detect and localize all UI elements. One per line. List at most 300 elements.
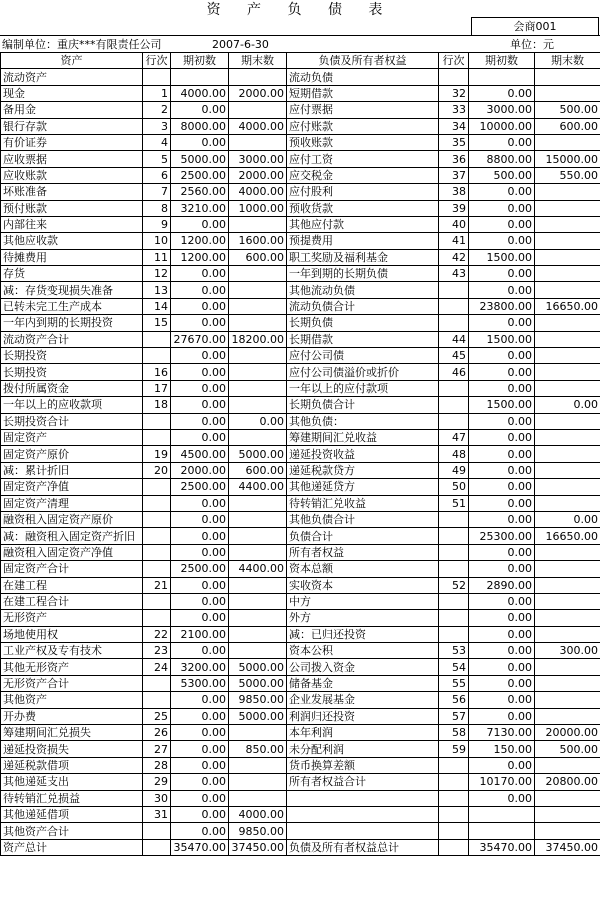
liability-line: 51: [439, 495, 469, 511]
liability-begin: 0.00: [469, 364, 535, 380]
asset-begin: 0.00: [171, 511, 229, 527]
asset-end: [229, 69, 287, 85]
asset-end: 2000.00: [229, 167, 287, 183]
asset-end: [229, 216, 287, 232]
asset-end: 3000.00: [229, 151, 287, 167]
balance-sheet-table: [0, 52, 600, 856]
col-begin2: 期初数: [469, 53, 535, 69]
asset-label: 长期投资合计: [1, 413, 143, 429]
liability-label: 一年到期的长期负债: [287, 266, 439, 282]
liability-begin: 0.00: [469, 692, 535, 708]
asset-begin: 2000.00: [171, 462, 229, 478]
liability-end: 500.00: [535, 741, 600, 757]
liability-label: 职工奖励及福利基金: [287, 249, 439, 265]
asset-end: [229, 774, 287, 790]
asset-begin: 1200.00: [171, 249, 229, 265]
asset-begin: 0.00: [171, 413, 229, 429]
table-row: [1, 741, 600, 757]
liability-line: 41: [439, 233, 469, 249]
liability-line: [439, 561, 469, 577]
table-row: [1, 429, 600, 445]
asset-end: [229, 282, 287, 298]
liability-line: 56: [439, 692, 469, 708]
liability-begin: 0.00: [469, 200, 535, 216]
asset-label: 固定资产净值: [1, 479, 143, 495]
col-asset: 资产: [1, 53, 143, 69]
asset-end: 5000.00: [229, 708, 287, 724]
liability-end: [535, 544, 600, 560]
liability-label: 预提费用: [287, 233, 439, 249]
asset-end: 4400.00: [229, 561, 287, 577]
asset-begin: 0.00: [171, 708, 229, 724]
liability-line: 59: [439, 741, 469, 757]
asset-begin: 0.00: [171, 397, 229, 413]
table-row: [1, 282, 600, 298]
liability-begin: 0.00: [469, 446, 535, 462]
liability-begin: 2890.00: [469, 577, 535, 593]
asset-end: [229, 790, 287, 806]
liability-begin: 0.00: [469, 282, 535, 298]
liability-label: 其他负债合计: [287, 511, 439, 527]
liability-line: 40: [439, 216, 469, 232]
table-row: [1, 266, 600, 282]
liability-line: 49: [439, 462, 469, 478]
asset-label: 拨付所属资金: [1, 380, 143, 396]
liability-end: [535, 134, 600, 150]
table-row: [1, 69, 600, 85]
asset-end: [229, 626, 287, 642]
asset-line: [143, 413, 171, 429]
liability-begin: 0.00: [469, 626, 535, 642]
table-row: [1, 544, 600, 560]
asset-line: 9: [143, 216, 171, 232]
asset-end: 5000.00: [229, 659, 287, 675]
table-row: [1, 610, 600, 626]
table-row: [1, 184, 600, 200]
liability-line: 45: [439, 348, 469, 364]
asset-begin: 0.00: [171, 348, 229, 364]
table-row: [1, 528, 600, 544]
liability-begin: 0.00: [469, 233, 535, 249]
liability-line: 53: [439, 643, 469, 659]
liability-line: [439, 282, 469, 298]
asset-label: 开办费: [1, 708, 143, 724]
liability-label: 外方: [287, 610, 439, 626]
asset-label: 其他递延支出: [1, 774, 143, 790]
asset-end: [229, 544, 287, 560]
asset-end: 1600.00: [229, 233, 287, 249]
asset-line: 3: [143, 118, 171, 134]
asset-line: 1: [143, 85, 171, 101]
liability-begin: 500.00: [469, 167, 535, 183]
asset-label: 场地使用权: [1, 626, 143, 642]
asset-label: 存货: [1, 266, 143, 282]
table-row: [1, 85, 600, 101]
asset-line: [143, 331, 171, 347]
liability-end: 16650.00: [535, 528, 600, 544]
liability-line: 33: [439, 102, 469, 118]
liability-end: [535, 233, 600, 249]
asset-end: [229, 134, 287, 150]
liability-end: 550.00: [535, 167, 600, 183]
liability-label: 其他递延贷方: [287, 479, 439, 495]
liability-label: 实收资本: [287, 577, 439, 593]
liability-label: 筹建期间汇兑收益: [287, 429, 439, 445]
asset-end: [229, 315, 287, 331]
table-row: [1, 380, 600, 396]
liability-line: 58: [439, 725, 469, 741]
liability-end: [535, 446, 600, 462]
table-row: [1, 643, 600, 659]
table-row: [1, 774, 600, 790]
table-header-row: [1, 53, 600, 69]
asset-label: 其他资产: [1, 692, 143, 708]
asset-end: [229, 429, 287, 445]
asset-begin: 4500.00: [171, 446, 229, 462]
liability-begin: 0.00: [469, 134, 535, 150]
asset-end: [229, 364, 287, 380]
asset-begin: 3200.00: [171, 659, 229, 675]
asset-begin: 0.00: [171, 610, 229, 626]
liability-begin: 0.00: [469, 659, 535, 675]
liability-line: 55: [439, 675, 469, 691]
table-row: [1, 757, 600, 773]
asset-begin: 0.00: [171, 757, 229, 773]
asset-label: 减：累计折旧: [1, 462, 143, 478]
asset-line: [143, 511, 171, 527]
asset-end: [229, 397, 287, 413]
table-row: [1, 134, 600, 150]
liability-end: [535, 85, 600, 101]
table-row: [1, 315, 600, 331]
table-row: [1, 577, 600, 593]
asset-end: [229, 380, 287, 396]
asset-label: 一年内到期的长期投资: [1, 315, 143, 331]
liability-begin: 0.00: [469, 348, 535, 364]
liability-begin: 23800.00: [469, 298, 535, 314]
asset-end: 5000.00: [229, 446, 287, 462]
asset-label: 固定资产清理: [1, 495, 143, 511]
asset-label: 流动资产合计: [1, 331, 143, 347]
liability-end: [535, 331, 600, 347]
asset-line: 11: [143, 249, 171, 265]
asset-begin: 0.00: [171, 380, 229, 396]
asset-line: 23: [143, 643, 171, 659]
asset-end: 600.00: [229, 462, 287, 478]
liability-label: [287, 806, 439, 822]
liability-end: [535, 429, 600, 445]
liability-begin: 0.00: [469, 757, 535, 773]
asset-end: 2000.00: [229, 85, 287, 101]
liability-end: [535, 659, 600, 675]
liability-label: 其他流动负债: [287, 282, 439, 298]
col-begin: 期初数: [171, 53, 229, 69]
liability-begin: 1500.00: [469, 397, 535, 413]
liability-end: [535, 675, 600, 691]
liability-label: 资本总额: [287, 561, 439, 577]
liability-label: 货币换算差额: [287, 757, 439, 773]
liability-line: [439, 626, 469, 642]
asset-label: 无形资产合计: [1, 675, 143, 691]
liability-line: [439, 790, 469, 806]
asset-end: [229, 528, 287, 544]
liability-begin: [469, 806, 535, 822]
asset-line: [143, 610, 171, 626]
asset-label: 长期投资: [1, 364, 143, 380]
asset-end: 4000.00: [229, 806, 287, 822]
liability-end: [535, 593, 600, 609]
liability-label: 长期负债: [287, 315, 439, 331]
liability-end: 500.00: [535, 102, 600, 118]
asset-label: 待摊费用: [1, 249, 143, 265]
asset-line: [143, 528, 171, 544]
liability-begin: 35470.00: [469, 839, 535, 855]
asset-begin: 0.00: [171, 315, 229, 331]
liability-label: 短期借款: [287, 85, 439, 101]
asset-line: 10: [143, 233, 171, 249]
asset-line: 22: [143, 626, 171, 642]
liability-label: 储备基金: [287, 675, 439, 691]
asset-line: [143, 839, 171, 855]
asset-line: 28: [143, 757, 171, 773]
liability-label: 利润归还投资: [287, 708, 439, 724]
asset-label: 长期投资: [1, 348, 143, 364]
asset-label: 固定资产原价: [1, 446, 143, 462]
asset-begin: 5000.00: [171, 151, 229, 167]
liability-end: [535, 69, 600, 85]
asset-label: 在建工程: [1, 577, 143, 593]
liability-begin: 0.00: [469, 643, 535, 659]
liability-line: 44: [439, 331, 469, 347]
asset-begin: 0.00: [171, 774, 229, 790]
liability-end: [535, 577, 600, 593]
asset-begin: 5300.00: [171, 675, 229, 691]
asset-label: 其他递延借项: [1, 806, 143, 822]
liability-line: [439, 69, 469, 85]
liability-end: 0.00: [535, 397, 600, 413]
liability-line: 47: [439, 429, 469, 445]
liability-begin: 7130.00: [469, 725, 535, 741]
liability-label: 待转销汇兑收益: [287, 495, 439, 511]
asset-begin: 27670.00: [171, 331, 229, 347]
liability-end: [535, 561, 600, 577]
table-row: [1, 167, 600, 183]
asset-line: 30: [143, 790, 171, 806]
liability-end: [535, 216, 600, 232]
asset-begin: 0.00: [171, 364, 229, 380]
liability-line: [439, 511, 469, 527]
liability-end: 20800.00: [535, 774, 600, 790]
liability-end: [535, 315, 600, 331]
asset-begin: 0.00: [171, 216, 229, 232]
liability-begin: 0.00: [469, 790, 535, 806]
asset-line: [143, 593, 171, 609]
table-row: [1, 790, 600, 806]
liability-begin: 8800.00: [469, 151, 535, 167]
liability-label: 应交税金: [287, 167, 439, 183]
liability-line: 46: [439, 364, 469, 380]
asset-label: 应收票据: [1, 151, 143, 167]
liability-line: 34: [439, 118, 469, 134]
asset-line: 21: [143, 577, 171, 593]
asset-begin: 0.00: [171, 593, 229, 609]
asset-line: 8: [143, 200, 171, 216]
liability-begin: 0.00: [469, 561, 535, 577]
asset-begin: 0.00: [171, 282, 229, 298]
asset-label: 固定资产: [1, 429, 143, 445]
liability-label: 一年以上的应付款项: [287, 380, 439, 396]
form-code: 会商001: [471, 17, 599, 35]
asset-begin: 2500.00: [171, 561, 229, 577]
asset-begin: 0.00: [171, 495, 229, 511]
asset-begin: 0.00: [171, 643, 229, 659]
asset-end: 9850.00: [229, 823, 287, 839]
table-row: [1, 249, 600, 265]
asset-end: 600.00: [229, 249, 287, 265]
liability-begin: 0.00: [469, 85, 535, 101]
liability-label: [287, 790, 439, 806]
liability-begin: 0.00: [469, 511, 535, 527]
asset-line: [143, 348, 171, 364]
liability-label: 应付工资: [287, 151, 439, 167]
liability-label: 应付股利: [287, 184, 439, 200]
asset-label: 银行存款: [1, 118, 143, 134]
liability-end: [535, 495, 600, 511]
liability-end: [535, 249, 600, 265]
asset-line: 31: [143, 806, 171, 822]
asset-begin: 1200.00: [171, 233, 229, 249]
liability-end: [535, 823, 600, 839]
liability-line: 37: [439, 167, 469, 183]
col-end: 期末数: [229, 53, 287, 69]
asset-line: 17: [143, 380, 171, 396]
asset-line: 16: [143, 364, 171, 380]
liability-end: 20000.00: [535, 725, 600, 741]
asset-line: 29: [143, 774, 171, 790]
asset-label: 递延投资损失: [1, 741, 143, 757]
liability-end: 300.00: [535, 643, 600, 659]
liability-end: [535, 692, 600, 708]
liability-end: [535, 282, 600, 298]
liability-line: 54: [439, 659, 469, 675]
table-row: [1, 216, 600, 232]
asset-end: 5000.00: [229, 675, 287, 691]
table-row: [1, 233, 600, 249]
asset-end: [229, 610, 287, 626]
report-date: 2007-6-30: [212, 38, 269, 51]
asset-end: [229, 643, 287, 659]
liability-line: 48: [439, 446, 469, 462]
liability-line: [439, 315, 469, 331]
liability-label: 负债及所有者权益总计: [287, 839, 439, 855]
liability-begin: 25300.00: [469, 528, 535, 544]
asset-begin: 0.00: [171, 790, 229, 806]
table-row: [1, 348, 600, 364]
table-row: [1, 151, 600, 167]
liability-line: [439, 839, 469, 855]
asset-begin: 2100.00: [171, 626, 229, 642]
liability-line: 32: [439, 85, 469, 101]
table-row: [1, 806, 600, 822]
asset-label: 内部往来: [1, 216, 143, 232]
table-row: [1, 495, 600, 511]
asset-label: 坏账准备: [1, 184, 143, 200]
liability-begin: 0.00: [469, 593, 535, 609]
liability-line: [439, 823, 469, 839]
liability-label: 减：已归还投资: [287, 626, 439, 642]
table-row: [1, 413, 600, 429]
asset-line: 20: [143, 462, 171, 478]
asset-line: 24: [143, 659, 171, 675]
asset-end: 9850.00: [229, 692, 287, 708]
liability-begin: 10000.00: [469, 118, 535, 134]
liability-line: 36: [439, 151, 469, 167]
liability-line: [439, 774, 469, 790]
asset-label: 已转未完工生产成本: [1, 298, 143, 314]
asset-label: 一年以上的应收款项: [1, 397, 143, 413]
asset-end: 850.00: [229, 741, 287, 757]
table-row: [1, 298, 600, 314]
liability-line: [439, 528, 469, 544]
asset-end: [229, 577, 287, 593]
liability-begin: 150.00: [469, 741, 535, 757]
liability-label: 递延投资收益: [287, 446, 439, 462]
liability-line: [439, 806, 469, 822]
liability-line: [439, 593, 469, 609]
liability-end: 16650.00: [535, 298, 600, 314]
asset-begin: 0.00: [171, 741, 229, 757]
liability-line: [439, 413, 469, 429]
table-row: [1, 708, 600, 724]
asset-label: 预付账款: [1, 200, 143, 216]
liability-line: 57: [439, 708, 469, 724]
liability-label: 企业发展基金: [287, 692, 439, 708]
table-row: [1, 659, 600, 675]
asset-line: [143, 675, 171, 691]
liability-end: [535, 790, 600, 806]
liability-end: 37450.00: [535, 839, 600, 855]
liability-begin: 1500.00: [469, 331, 535, 347]
asset-begin: 3210.00: [171, 200, 229, 216]
liability-label: 资本公积: [287, 643, 439, 659]
asset-begin: 4000.00: [171, 85, 229, 101]
asset-begin: 8000.00: [171, 118, 229, 134]
liability-end: [535, 610, 600, 626]
liability-end: [535, 708, 600, 724]
liability-label: 本年利润: [287, 725, 439, 741]
asset-line: 6: [143, 167, 171, 183]
liability-begin: 0.00: [469, 610, 535, 626]
liability-end: [535, 184, 600, 200]
liability-begin: 0.00: [469, 708, 535, 724]
liability-begin: 0.00: [469, 216, 535, 232]
asset-end: 0.00: [229, 413, 287, 429]
liability-label: 其他应付款: [287, 216, 439, 232]
table-row: [1, 593, 600, 609]
liability-begin: 3000.00: [469, 102, 535, 118]
asset-end: 1000.00: [229, 200, 287, 216]
liability-line: [439, 397, 469, 413]
liability-begin: [469, 823, 535, 839]
table-row: [1, 561, 600, 577]
table-row: [1, 725, 600, 741]
liability-line: 52: [439, 577, 469, 593]
asset-line: [143, 692, 171, 708]
asset-end: [229, 298, 287, 314]
liability-line: [439, 298, 469, 314]
asset-label: 固定资产合计: [1, 561, 143, 577]
asset-label: 有价证券: [1, 134, 143, 150]
